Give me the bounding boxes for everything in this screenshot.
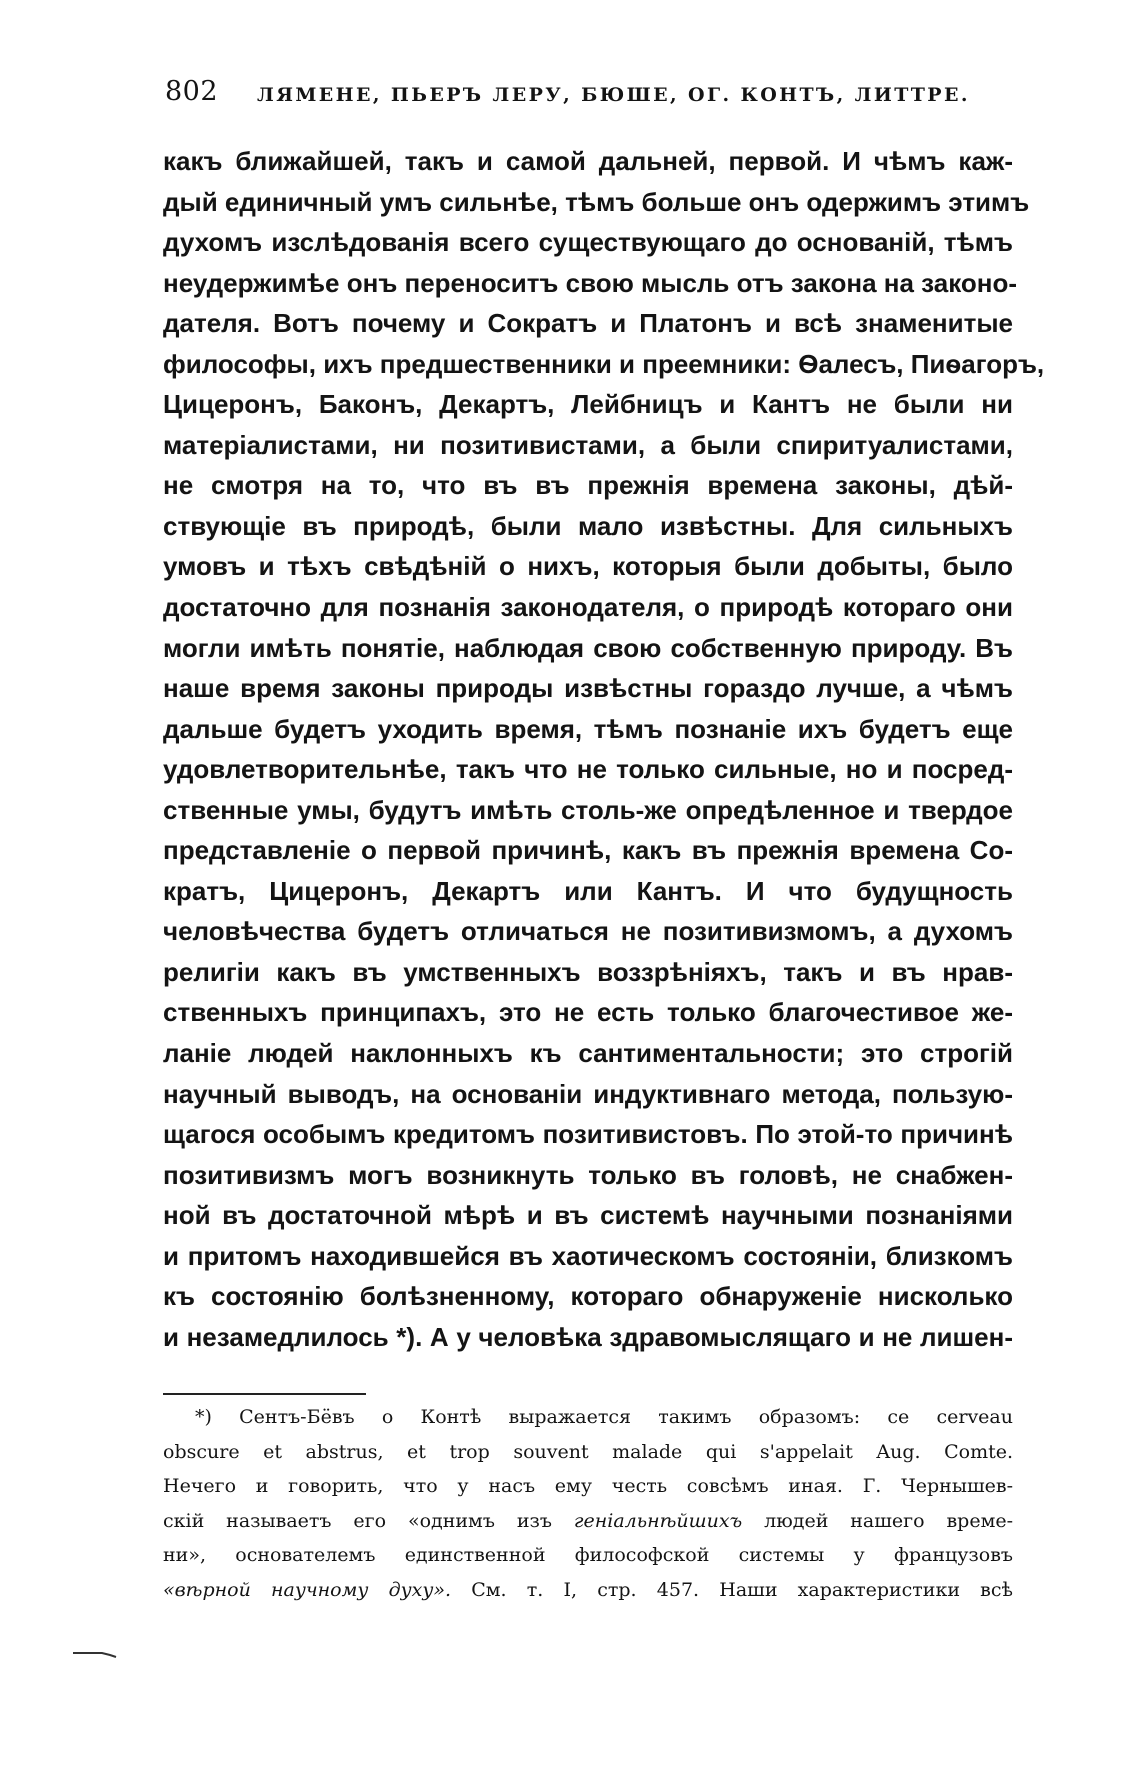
text-line: и незамедлилось *). А у человѣка здравомыслящаго и не лишен- [163, 1321, 1013, 1352]
text-line: философы, ихъ предшественники и преемники: Ѳалесъ, Пиѳагоръ, [163, 348, 1045, 379]
text-line: достаточно для познанія законодателя, о природѣ котораго они [163, 592, 1013, 623]
page-header [165, 70, 1015, 114]
footnote-segment: скій называетъ его «однимъ изъ [163, 1509, 552, 1532]
text-line: удовлетворительнѣе, такъ что не только сильные, но и посред- [163, 754, 1013, 785]
text-line: не смотря на то, что въ въ прежнія времена законы, дѣй- [163, 470, 1013, 501]
text-line: ной въ достаточной мѣрѣ и въ системѣ научными познаніями [163, 1200, 1013, 1231]
text-line: какъ ближайшей, такъ и самой дальней, первой. И чѣмъ каж- [163, 146, 1013, 176]
text-line: ланіе людей наклонныхъ къ сантиментальности; это строгій [163, 1038, 1013, 1069]
text-line: щагося особымъ кредитомъ позитивистовъ. По этой-то причинѣ [163, 1119, 1013, 1150]
footnote [163, 1400, 1013, 1607]
text-line: кратъ, Цицеронъ, Декартъ или Кантъ. И что будущность [163, 875, 1013, 906]
footnote-divider [163, 1393, 366, 1395]
footnote-segment: людей нашего време- [764, 1509, 1014, 1532]
text-line: дальше будетъ уходить время, тѣмъ познаніе ихъ будетъ еще [163, 713, 1013, 744]
text-line: наше время законы природы извѣстны гораздо лучше, а чѣмъ [163, 673, 1013, 704]
text-line: умовъ и тѣхъ свѣдѣній о нихъ, которыя были добыты, было [163, 551, 1013, 582]
text-line: къ состоянію болѣзненному, котораго обнаруженіе нисколько [163, 1281, 1013, 1312]
text-line: духомъ изслѣдованія всего существующаго до основаній, тѣмъ [163, 227, 1013, 258]
text-line: ствующіе въ природѣ, были мало извѣстны. Для сильныхъ [163, 510, 1013, 541]
footnote-line: obscure et abstrus, et trop souvent malade qui s'appelait Aug. Comte. [163, 1440, 1013, 1463]
text-line: могли имѣть понятіе, наблюдая свою собственную природу. Въ [163, 632, 1013, 663]
footnote-line: *) Сентъ-Бёвъ о Контѣ выражается такимъ образомъ: ce cerveau [195, 1406, 1013, 1428]
text-line: неудержимѣе онъ переноситъ свою мысль отъ закона на законо- [163, 267, 1017, 298]
footnote-line [163, 1573, 1013, 1608]
text-line: религіи какъ въ умственныхъ воззрѣніяхъ, такъ и въ нрав- [163, 956, 1013, 987]
text-line: ственныхъ принципахъ, это не есть только благочестивое же- [163, 997, 1013, 1028]
text-line: Цицеронъ, Баконъ, Декартъ, Лейбницъ и Кантъ не были ни [163, 389, 1013, 420]
footnote-italic-segment: геніальнѣйшихъ [573, 1509, 743, 1532]
footnote-italic-segment: «вѣрной научному духу». [163, 1578, 452, 1601]
ink-mark [72, 1650, 118, 1659]
main-text [163, 141, 1045, 1357]
text-line: позитивизмъ могъ возникнуть только въ головѣ, не снабжен- [163, 1159, 1013, 1190]
text-line: дый единичный умъ сильнѣе, тѣмъ больше онъ одержимъ этимъ [163, 186, 1030, 217]
footnote-line: Нечего и говорить, что у насъ ему честь совсѣмъ иная. Г. Чернышев- [163, 1475, 1013, 1497]
footnote-line [163, 1504, 1013, 1539]
text-line: матеріалистами, ни позитивистами, а были спиритуалистами, [163, 429, 1013, 460]
footnote-segment: См. т. I, стр. 457. Наши характеристики всѣ [471, 1578, 1013, 1601]
text-line: и притомъ находившейся въ хаотическомъ состояніи, близкомъ [163, 1240, 1013, 1271]
text-line: человѣчества будетъ отличаться не позитивизмомъ, а духомъ [163, 916, 1013, 947]
text-line: дателя. Вотъ почему и Сократъ и Платонъ и всѣ знаменитые [163, 308, 1013, 339]
text-line: научный выводъ, на основаніи индуктивнаго метода, пользую- [163, 1078, 1013, 1109]
footnote-line: ни», основателемъ единственной философской системы у французовъ [163, 1544, 1013, 1566]
page-number: 802 [165, 76, 219, 107]
running-head: ЛЯМЕНЕ, ПЬЕРЪ ЛЕРУ, БЮШЕ, ОГ. КОНТЪ, ЛИТТРЕ. [257, 84, 970, 106]
text-line: ственные умы, будутъ имѣть столь-же опредѣленное и твердое [163, 794, 1013, 825]
text-line: представленіе о первой причинѣ, какъ въ прежнія времена Со- [163, 835, 1013, 866]
